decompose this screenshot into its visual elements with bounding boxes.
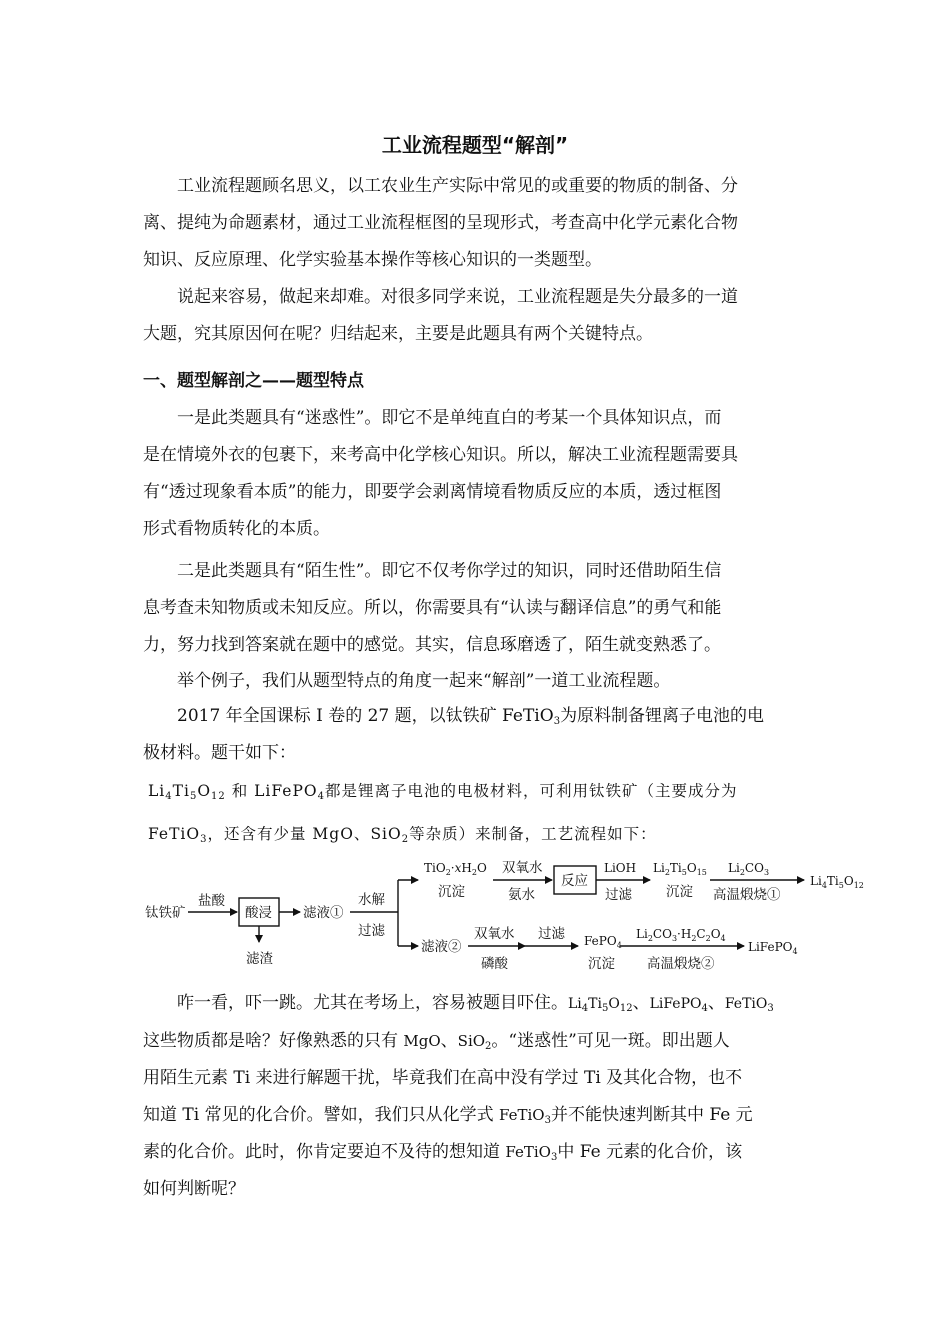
label-lioh: LiOH — [604, 861, 637, 875]
label-leach: 酸浸 — [245, 905, 272, 921]
label-li4ti5o12-product: $Li_4Ti_5O_{12}$ — [810, 874, 864, 890]
label-residue: 滤渣 — [246, 951, 273, 967]
intro-paragraph-2: 说起来容易，做起来却难。对很多同学来说，工业流程题是失分最多的一道 大题，究其原因何在呢？归结起来，主要是此题具有两个关键特点。 — [143, 287, 738, 344]
label-li2ti5o15: $Li_2Ti_5O_{15}$ — [653, 861, 707, 877]
formula-sio2: SiO$_2$ — [370, 825, 410, 845]
label-hydrolysis: 水解 — [358, 892, 385, 908]
intro-paragraph-1: 工业流程题顾名思义，以工农业生产实际中常见的或重要的物质的制备、分 离、提纯为命题素材，通过工业流程框图的呈现形式，考查高中化学元素化合物 知识、反应原理、化学实验基本操作等核心知识的一类题型。 — [143, 176, 738, 270]
section-heading: 一、题型解剖之——题型特点 — [143, 371, 364, 391]
question-line-2: FeTiO$_3$，还含有少量 MgO、SiO$_2$等杂质）来制备，工艺流程如下： — [148, 825, 657, 845]
label-lifepo4-product: LiFePO$_4$ — [748, 940, 798, 956]
page-title: 工业流程题型“解剖” — [381, 133, 569, 157]
formula-mgo: MgO — [312, 825, 354, 843]
formula-li4ti5o12: $Li_4Ti_5O_{12}$ — [568, 996, 633, 1014]
formula-lifepo4: LiFePO$_4$ — [649, 996, 708, 1014]
label-calcine1: 高温煅烧① — [713, 887, 781, 903]
paragraph-unfamiliar: 二是此类题具有“陌生性”。即它不仅考你学过的知识，同时还借助陌生信 息考查未知物质或未知反应。所以，你需要具有“认读与翻译信息”的勇气和能 力，努力找到答案就在题中的感觉。其实，信息琢磨透了，陌生就变熟悉了。 — [143, 561, 722, 655]
label-li2co3-h2c2o4: $Li_2CO_3\cdot H_2C_2O_4$ — [636, 927, 726, 943]
label-tio2-precipitate: 沉淀 — [438, 884, 465, 900]
formula-fetio3: FeTiO$_3$ — [724, 996, 774, 1014]
label-h2o2-1: 双氧水 — [502, 860, 543, 876]
paragraph-confusing: 一是此类题具有“迷惑性”。即它不是单纯直白的考某一个具体知识点，而 是在情境外衣的包裹下，来考高中化学核心知识。所以，解决工业流程题需要具 有“透过现象看本质”的能力，即要学会剥离情境看物质反应的本质，透过框图 形式看物质转化的本质。 — [143, 408, 738, 539]
label-h2o2-2: 双氧水 — [474, 926, 515, 942]
paragraph-2017-question: 2017 年全国课标 I 卷的 27 题，以钛铁矿 FeTiO$_3$为原料制备锂离子电池的电 极材料。题干如下： — [143, 706, 765, 763]
label-tio2: $TiO_2\cdot xH_2O$ — [424, 861, 487, 877]
formula-fetio3: FeTiO$_3$ — [148, 825, 208, 845]
label-filtrate1: 滤液① — [303, 905, 344, 921]
formula-li4ti5o12: $Li_4Ti_5O_{12}$ — [148, 782, 226, 802]
label-filter-3: 过滤 — [538, 926, 565, 942]
label-fepo4-precipitate: 沉淀 — [588, 956, 615, 972]
label-li2ti5o15-precipitate: 沉淀 — [666, 884, 693, 900]
paragraph-example: 举个例子，我们从题型特点的角度一起来“解剖”一道工业流程题。 — [177, 671, 671, 691]
formula-fetio3: FeTiO$_3$ — [505, 1143, 558, 1163]
label-ore: 钛铁矿 — [145, 905, 186, 921]
formula-sio2: SiO$_2$ — [457, 1032, 492, 1052]
process-flow-diagram — [0, 850, 950, 980]
label-fepo4: FePO$_4$ — [584, 934, 622, 950]
label-phosphoric: 磷酸 — [481, 956, 508, 972]
label-ammonia: 氨水 — [508, 887, 535, 903]
analysis-paragraph: 咋一看，吓一跳。尤其在考场上，容易被题目吓住。$Li_4Ti_5O_{12}$、LiFePO$_4$、FeTiO$_3$ 这些物质都是啥？好像熟悉的只有 MgO、SiO$_2$。“迷惑性”可见一斑。即出题人 用陌生元素 Ti 来进行解题干扰，毕竟我们在高中没有学过 Ti 及其化合物，也不 知道 Ti 常见的化合价。譬如，我们只从化学式 FeTiO$_3$并不能快速判断其中 Fe 元 素的化合价。此时，你肯定要迫不及待的想知道 FeTiO$_3$中 Fe 元素的化合价，该 如何判断呢？ — [143, 993, 774, 1199]
label-li2co3-1: $Li_2CO_3$ — [728, 861, 770, 877]
label-filter-2: 过滤 — [605, 887, 632, 903]
formula-fetio3: FeTiO$_3$ — [499, 1106, 551, 1126]
formula-mgo: MgO — [403, 1032, 441, 1050]
label-react: 反应 — [561, 873, 588, 889]
label-hcl: 盐酸 — [198, 893, 225, 909]
question-line-1: $Li_4Ti_5O_{12}$ 和 LiFePO$_4$都是锂离子电池的电极材料，可利用钛铁矿（主要成分为 — [148, 782, 738, 802]
formula-fetio3: FeTiO$_3$ — [502, 706, 561, 727]
formula-lifepo4: LiFePO$_4$ — [254, 782, 325, 802]
label-filtrate2: 滤液② — [421, 939, 462, 955]
label-calcine2: 高温煅烧② — [647, 956, 715, 972]
label-filter: 过滤 — [358, 923, 385, 939]
